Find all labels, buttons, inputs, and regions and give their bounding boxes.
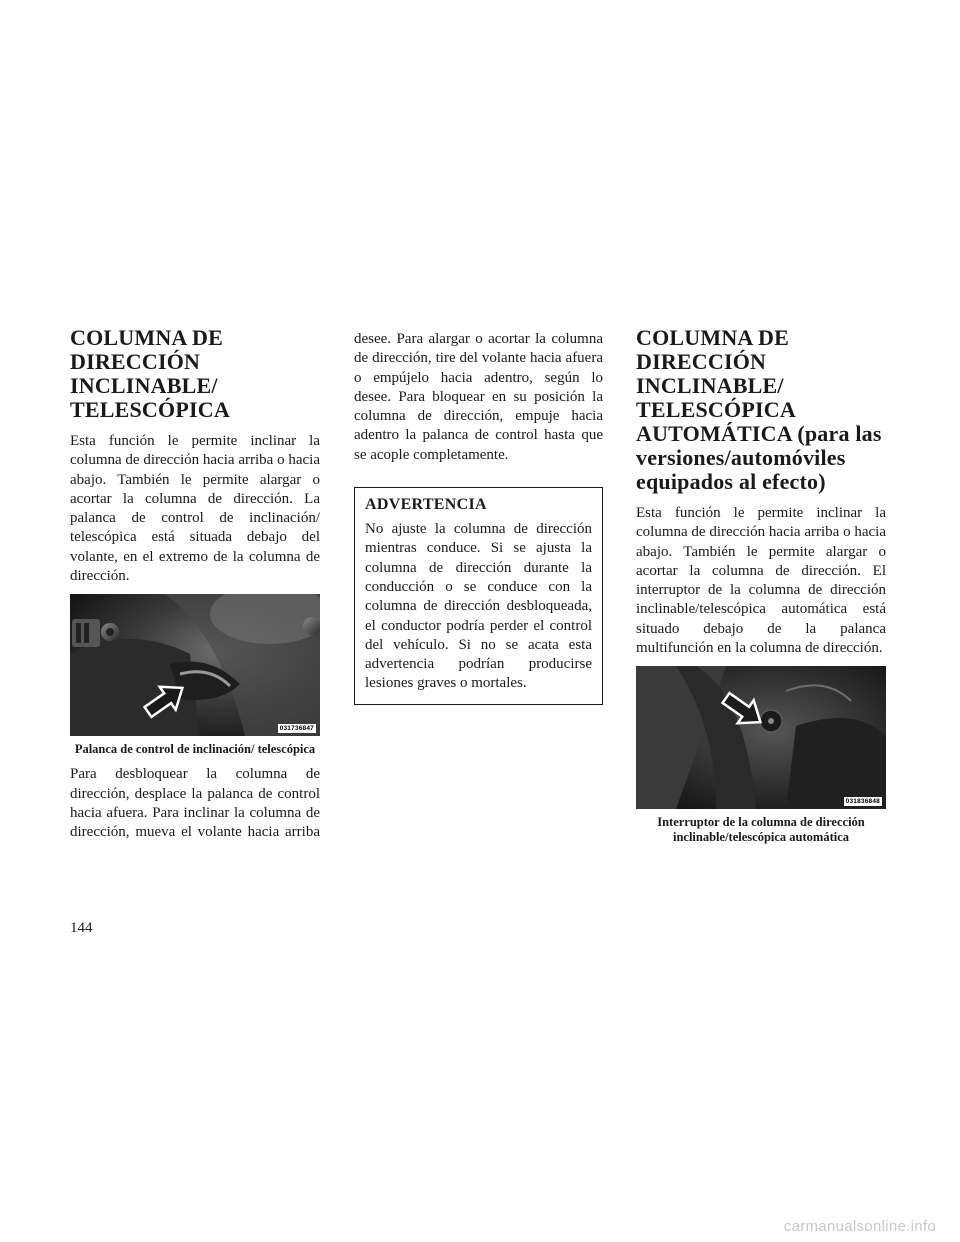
column-middle [354, 330, 603, 705]
figure-caption: Palanca de control de inclinación/ telescópica [74, 742, 316, 757]
section-heading-tilt-telescopic: COLUMNA DE DIRECCIÓN INCLINABLE/ TELESCÓPICA [70, 325, 230, 422]
warning-box [354, 487, 603, 705]
figure-caption: Interruptor de la columna de dirección inclinable/telescópica automática [657, 815, 865, 845]
unlock-paragraph: Para desbloquear la columna de dirección, desplace la palanca de control hacia afuera. Para inclinar la columna de dirección, mueva el volante hacia arriba [70, 766, 320, 841]
figure-code: 031836848 [845, 798, 880, 806]
steering-column-photo [70, 594, 320, 736]
intro-paragraph: Esta función le permite inclinar la columna de dirección hacia arriba o hacia abajo. También le permite alargar o acortar la columna de dirección. La palanca de control de inclinación/ telescópica está situada debajo del volante, en el extremo de la columna de dirección. [70, 433, 320, 585]
automatic-switch-photo [636, 666, 886, 809]
automatic-paragraph: Esta función le permite inclinar la columna de dirección hacia arriba o hacia abajo. También le permite alargar o acortar la columna de dirección. El interruptor de la columna de dirección inclinable/telescópica automática está situado debajo de la palanca multifunción en la columna de dirección. [636, 505, 886, 657]
column-left [70, 326, 320, 843]
unlock-paragraph-continued: desee. Para alargar o acortar la columna de dirección, tire del volante hacia afuera o empújelo hacia adentro, según lo desee. Para bloquear en su posición la columna de dirección, empuje hacia adentro la palanca de control hasta que se acople completamente. [354, 331, 603, 463]
watermark: carmanualsonline.info [783, 1218, 936, 1235]
warning-title: ADVERTENCIA [365, 496, 487, 514]
page-number: 144 [70, 920, 93, 936]
figure-code: 031736847 [279, 725, 314, 733]
warning-text: No ajuste la columna de dirección mientras conduce. Si se ajusta la columna de dirección durante la conducción o se conduce con la columna de dirección desbloqueada, el conductor podría perder el control del vehículo. Si no se acata esta advertencia podrían producirse lesiones graves o mortales. [365, 521, 592, 692]
figure-tilt-lever [70, 594, 320, 736]
section-heading-automatic: COLUMNA DE DIRECCIÓN INCLINABLE/ TELESCÓPICA AUTOMÁTICA (para las versiones/automóviles equipados al efecto) [636, 325, 882, 494]
figure-automatic-switch [636, 666, 886, 809]
column-right [636, 326, 886, 853]
